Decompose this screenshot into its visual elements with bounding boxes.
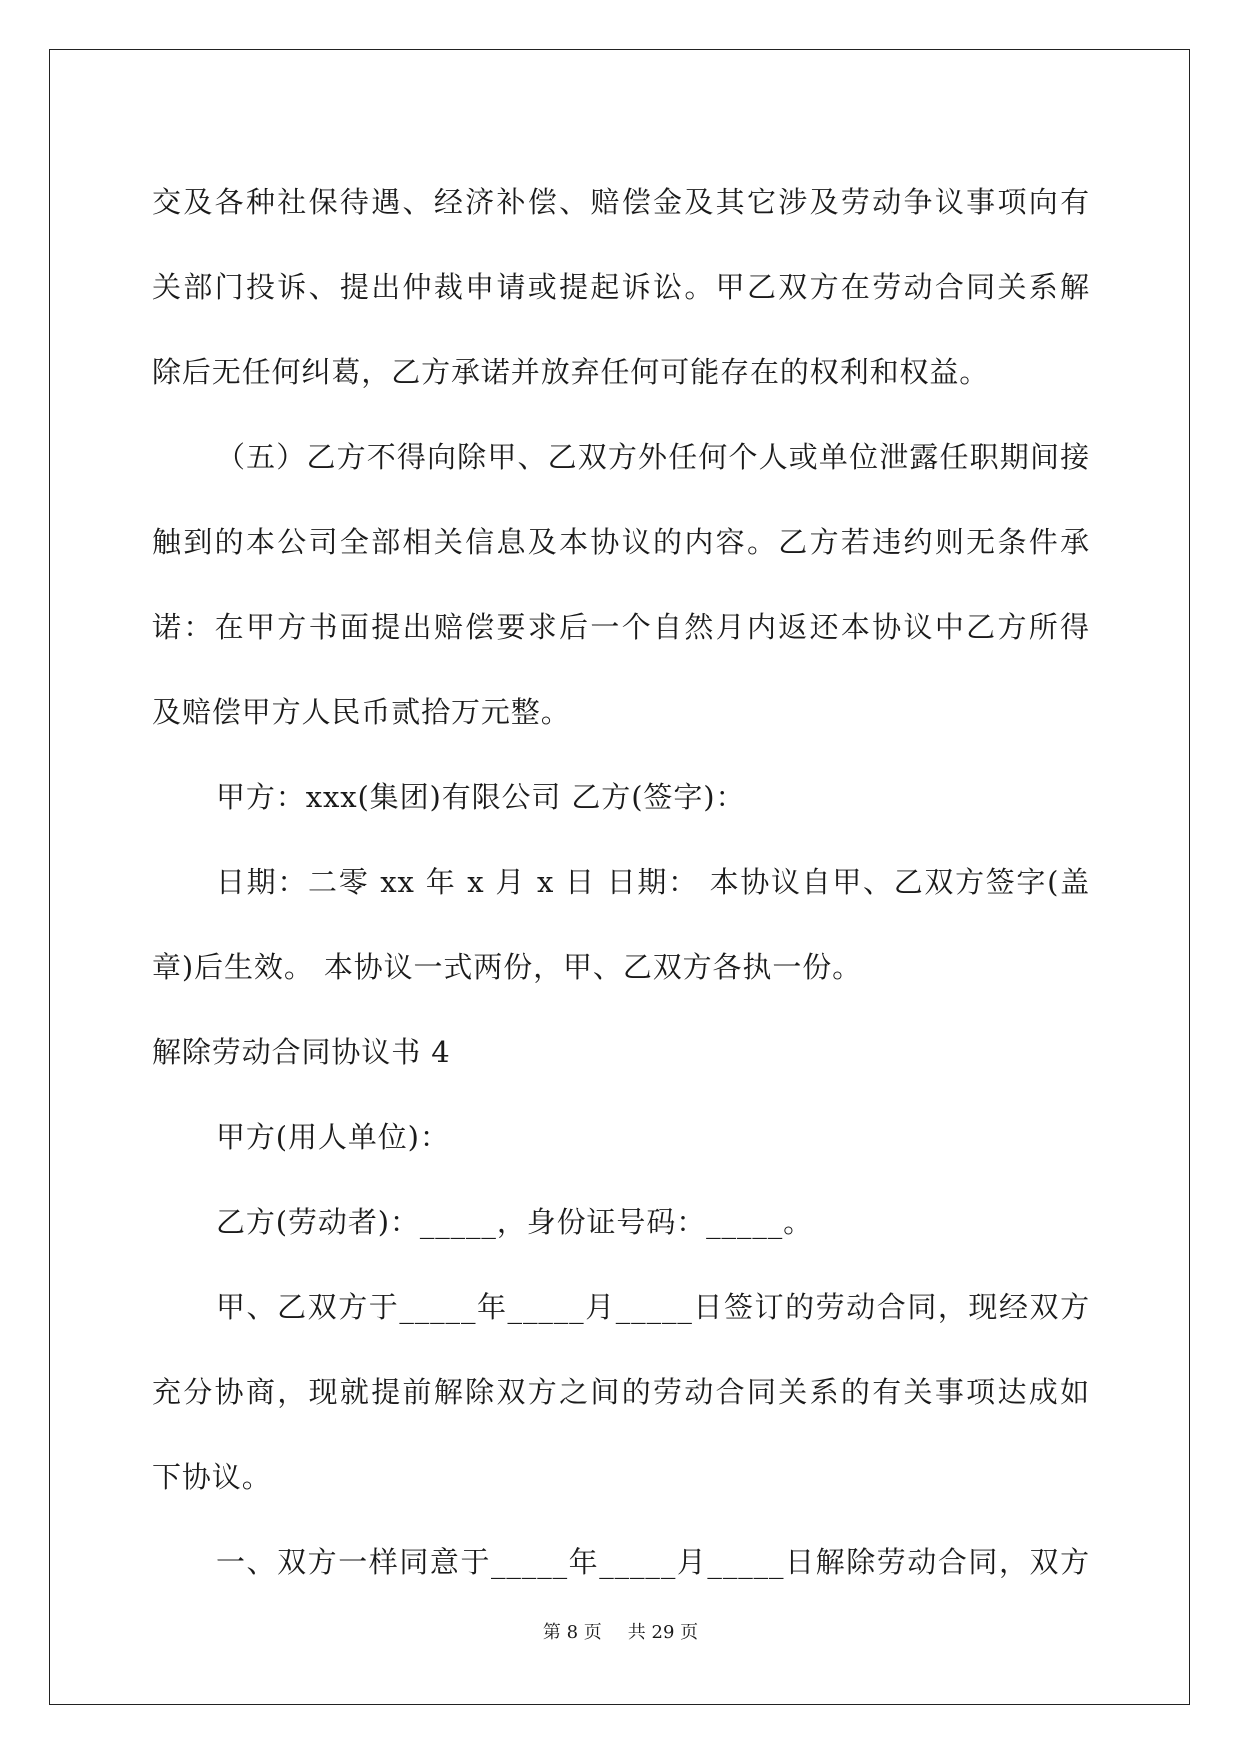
clause-five-line-4: 及赔偿甲方人民币贰拾万元整。 <box>152 695 571 729</box>
body-line-1: 交及各种社保待遇、经济补偿、赔偿金及其它涉及劳动争议事项向有 <box>152 185 1090 219</box>
party-b-line: 乙方(劳动者)：_____，身份证号码：_____。 <box>216 1205 814 1239</box>
page-footer <box>0 1621 1241 1645</box>
date-line: 日期：二零 xx 年 x 月 x 日 日期： 本协议自甲、乙双方签字(盖 <box>216 865 1090 899</box>
intro-line-3: 下协议。 <box>152 1460 272 1494</box>
signature-line: 甲方：xxx(集团)有限公司 乙方(签字)： <box>216 780 746 814</box>
body-line-3: 除后无任何纠葛，乙方承诺并放弃任何可能存在的权利和权益。 <box>152 355 990 389</box>
document-body <box>152 160 1090 1605</box>
intro-line-1: 甲、乙双方于_____年_____月_____日签订的劳动合同，现经双方 <box>216 1290 1090 1324</box>
clause-five-line-1: （五）乙方不得向除甲、乙双方外任何个人或单位泄露任职期间接 <box>216 440 1090 474</box>
party-a-line: 甲方(用人单位)： <box>216 1120 450 1154</box>
section-title: 解除劳动合同协议书 4 <box>152 1035 451 1069</box>
page-number: 第 8 页 <box>542 1622 602 1643</box>
clause-five-line-3: 诺：在甲方书面提出赔偿要求后一个自然月内返还本协议中乙方所得 <box>152 610 1090 644</box>
intro-line-2: 充分协商，现就提前解除双方之间的劳动合同关系的有关事项达成如 <box>152 1375 1090 1409</box>
article-one-line: 一、双方一样同意于_____年_____月_____日解除劳动合同，双方 <box>216 1545 1090 1579</box>
total-pages: 共 29 页 <box>627 1622 699 1643</box>
clause-five-line-2: 触到的本公司全部相关信息及本协议的内容。乙方若违约则无条件承 <box>152 525 1090 559</box>
effective-line: 章)后生效。 本协议一式两份，甲、乙双方各执一份。 <box>152 950 863 984</box>
body-line-2: 关部门投诉、提出仲裁申请或提起诉讼。甲乙双方在劳动合同关系解 <box>152 270 1090 304</box>
